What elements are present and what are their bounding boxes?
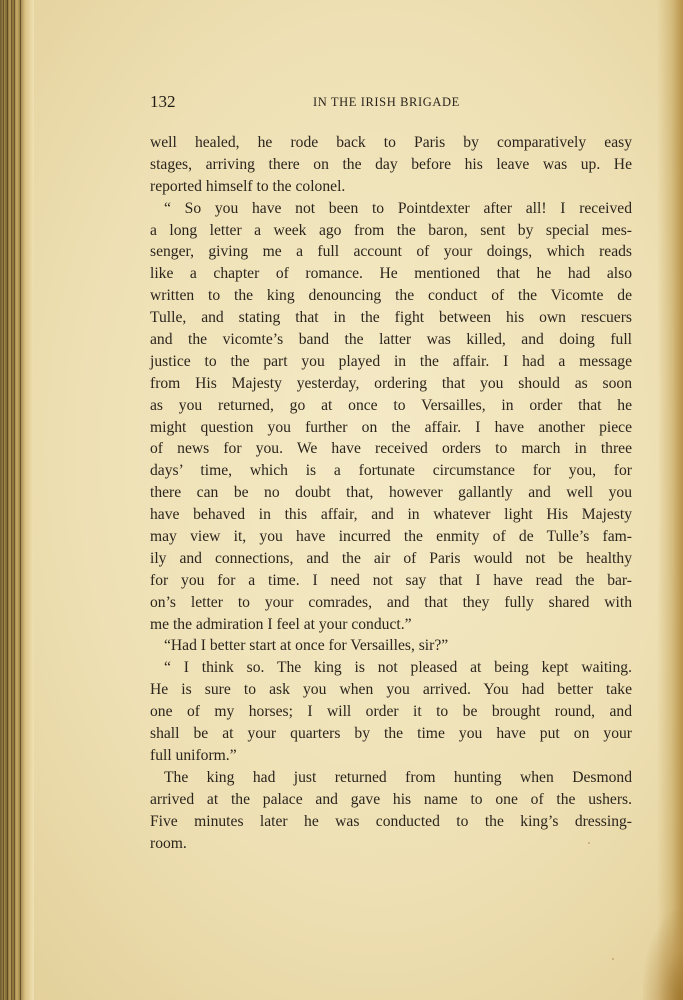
- paper-speck: [588, 842, 590, 844]
- text-line: He is sure to ask you when you arrived. You had better take: [150, 681, 632, 699]
- text-line: there can be no doubt that, however gallantly and well you: [150, 484, 632, 502]
- page-right-edge-shadow: [657, 0, 683, 1000]
- page-header: [150, 92, 630, 116]
- text-line: a long letter a week ago from the baron, sent by special mes-: [150, 221, 632, 239]
- text-line: from His Majesty yesterday, ordering that you should as soon: [150, 374, 632, 392]
- page-number: 132: [150, 92, 176, 111]
- paper-speck: [612, 958, 614, 960]
- text-line: shall be at your quarters by the time you have put on your: [150, 725, 632, 743]
- text-line: written to the king denouncing the conduct of the Vicomte de: [150, 287, 632, 305]
- page-corner-stain: [643, 910, 683, 1000]
- text-line: like a chapter of romance. He mentioned that he had also: [150, 265, 632, 283]
- text-line: arrived at the palace and gave his name to one of the ushers.: [150, 790, 632, 808]
- text-line: one of my horses; I will order it to be brought round, and: [150, 703, 632, 721]
- text-line: days’ time, which is a fortunate circumstance for you, for: [150, 462, 632, 480]
- text-line: may view it, you have incurred the enmity of de Tulle’s fam-: [150, 528, 632, 546]
- text-line: Tulle, and stating that in the fight between his own rescuers: [150, 309, 632, 327]
- running-head: IN THE IRISH BRIGADE: [313, 95, 460, 109]
- text-line: well healed, he rode back to Paris by comparatively easy: [150, 134, 632, 151]
- text-line: full uniform.”: [150, 746, 237, 764]
- text-line: “Had I better start at once for Versailles, sir?”: [164, 637, 449, 655]
- text-line: ily and connections, and the air of Paris would not be healthy: [150, 549, 632, 567]
- body-text: [150, 132, 632, 854]
- text-line: and the vicomte’s band the latter was killed, and doing full: [150, 331, 632, 349]
- text-line: as you returned, go at once to Versailles, in order that he: [150, 396, 632, 414]
- text-line: me the admiration I feel at your conduct.”: [150, 615, 412, 633]
- text-line: “ So you have not been to Pointdexter after all! I received: [164, 199, 632, 217]
- text-line: The king had just returned from hunting when Desmond: [164, 768, 632, 786]
- text-line: senger, giving me a full account of your doings, which reads: [150, 243, 632, 261]
- text-line: stages, arriving there on the day before his leave was up. He: [150, 155, 632, 173]
- book-binding-edge: [0, 0, 34, 1000]
- text-line: for you for a time. I need not say that I have read the bar-: [150, 571, 632, 589]
- text-line: reported himself to the colonel.: [150, 177, 346, 195]
- text-line: on’s letter to your comrades, and that they fully shared with: [150, 593, 632, 611]
- text-line: have behaved in this affair, and in whatever light His Majesty: [150, 506, 632, 524]
- text-line: Five minutes later he was conducted to the king’s dressing-: [150, 812, 632, 830]
- text-line: justice to the part you played in the affair. I had a message: [150, 352, 632, 370]
- text-line: “ I think so. The king is not pleased at being kept waiting.: [164, 659, 632, 677]
- text-line: might question you further on the affair. I have another piece: [150, 418, 632, 436]
- text-line: room.: [150, 834, 187, 852]
- text-line: of news for you. We have received orders to march in three: [150, 440, 632, 458]
